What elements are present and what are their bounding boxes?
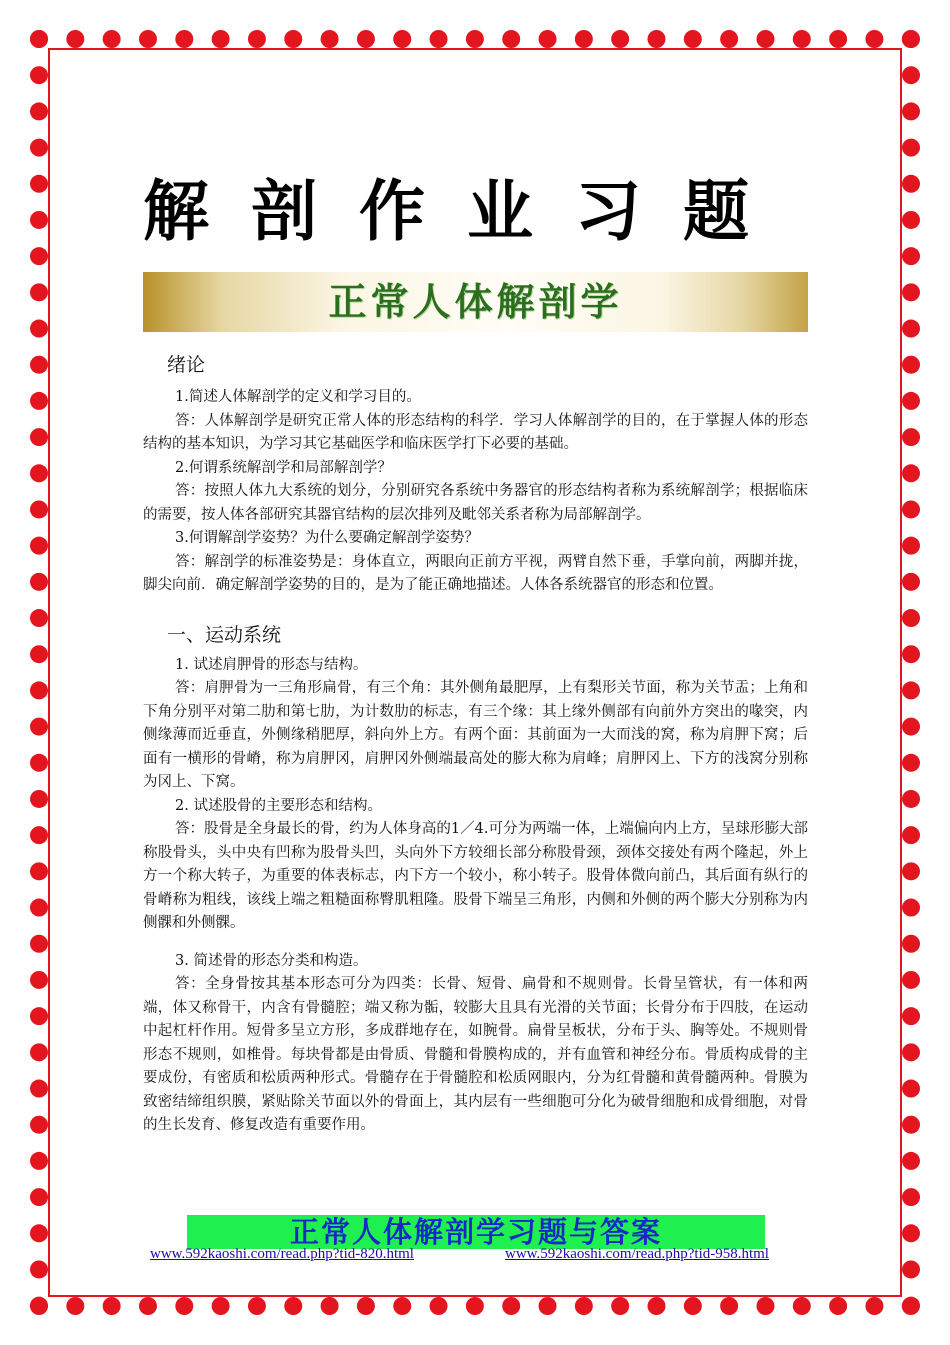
subject-banner-text: 正常人体解剖学 [328, 280, 623, 324]
question: 3. 简述骨的形态分类和构造。 [175, 952, 368, 969]
section-heading: 绪论 [167, 354, 206, 376]
answer: 答：股骨是全身最长的骨，约为人体身高的1／4.可分为两端一体，上端偏向内上方，呈球形膨大部称股骨头，头中央有凹称为股骨头凹，头向外下方较细长部分称股骨颈，颈体交接处有两个隆起，外上方一个称大转子，为重要的体表标志，内下方一个较小，称小转子。股骨体微向前凸，其后面有纵行的骨嵴称为粗线，该线上端之粗糙面称臀肌粗隆。股骨下端呈三角形，内侧和外侧的两个膨大分别称为内侧髁和外侧髁。 [143, 821, 808, 931]
document-body [143, 350, 808, 1138]
answer: 答：全身骨按其基本形态可分为四类：长骨、短骨、扁骨和不规则骨。长骨呈管状，有一体和两端，体又称骨干，内含有骨髓腔；端又称为骺，较膨大且具有光滑的关节面；长骨分布于四肢，在运动中起杠杆作用。短骨多呈立方形，多成群地存在，如腕骨。扁骨呈板状，分布于头、胸等处。不规则骨形态不规则，如椎骨。每块骨都是由骨质、骨髓和骨膜构成的，并有血管和神经分布。骨质构成骨的主要成份，有密质和松质两种形式。骨髓存在于骨髓腔和松质网眼内，分为红骨髓和黄骨髓两种。骨膜为致密结缔组织膜，紧贴除关节面以外的骨面上，其内层有一些细胞可分化为破骨细胞和成骨细胞，对骨的生长发育、修复改造有重要作用。 [143, 976, 808, 1133]
page-title: 解剖作业习题 [143, 173, 791, 250]
answer: 答：解剖学的标准姿势是：身体直立，两眼向正前方平视，两臂自然下垂，手掌向前，两脚并拢，脚尖向前．确定解剖学姿势的目的，是为了能正确地描述。人体各系统器官的形态和位置。 [143, 553, 808, 593]
answer: 答：肩胛骨为一三角形扁骨，有三个角：其外侧角最肥厚，上有梨形关节面，称为关节盂；上角和下角分别平对第二肋和第七肋，为计数肋的标志，有三个缘：其上缘外侧部有向前外方突出的喙突，内侧缘薄而近垂直，外侧缘稍肥厚，斜向外上方。有两个面：其前面为一大而浅的窝，称为肩胛下窝；后面有一横形的骨嵴，称为肩胛冈，肩胛冈外侧端最高处的膨大称为肩峰；肩胛冈上、下方的浅窝分别称为冈上、下窝。 [143, 680, 808, 790]
footer-link-2[interactable]: www.592kaoshi.com/read.php?tid-958.html [505, 1246, 769, 1262]
answer: 答：按照人体九大系统的划分，分别研究各系统中务器官的形态结构者称为系统解剖学；根据临床的需要，按人体各部研究其器官结构的层次排列及毗邻关系者称为局部解剖学。 [143, 483, 808, 523]
question: 1.简述人体解剖学的定义和学习目的。 [175, 389, 421, 405]
question: 3.何谓解剖学姿势？为什么要确定解剖学姿势？ [175, 530, 479, 546]
footer-banner-text: 正常人体解剖学习题与答案 [289, 1215, 662, 1249]
section-heading: 一、运动系统 [167, 623, 282, 646]
question: 2.何谓系统解剖学和局部解剖学？ [175, 459, 392, 476]
subject-banner [143, 272, 808, 332]
answer: 答：人体解剖学是研究正常人体的形态结构的科学．学习人体解剖学的目的，在于掌握人体的形态结构的基本知识，为学习其它基础医学和临床医学打下必要的基础。 [143, 412, 808, 452]
spacer [143, 598, 808, 620]
question: 2. 试述股骨的主要形态和结构。 [175, 797, 382, 814]
question: 1. 试述肩胛骨的形态与结构。 [175, 656, 368, 673]
spacer [143, 936, 808, 950]
footer-banner [187, 1215, 765, 1249]
footer-link-1[interactable]: www.592kaoshi.com/read.php?tid-820.html [150, 1246, 414, 1262]
